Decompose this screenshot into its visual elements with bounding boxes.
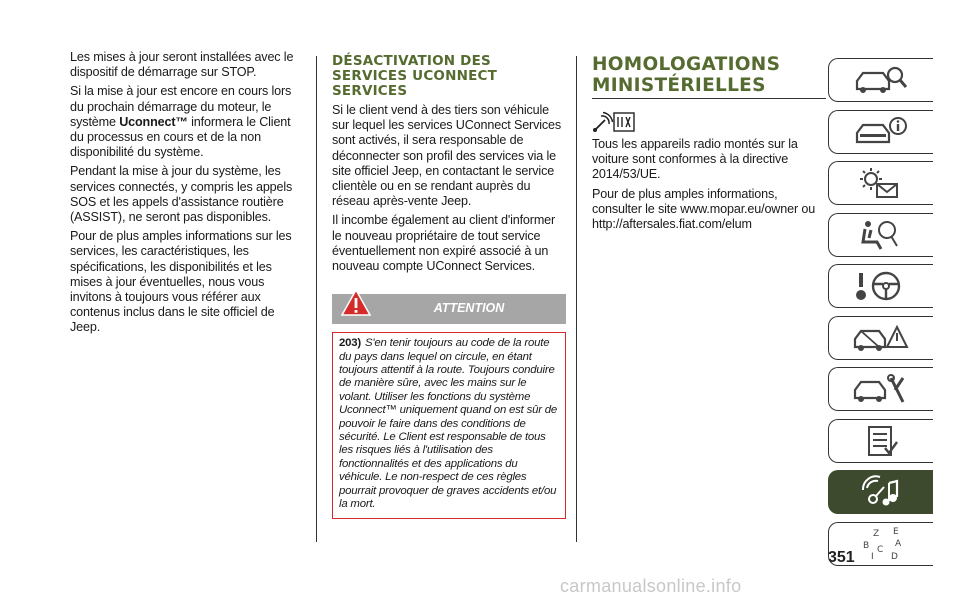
index-letter: D xyxy=(891,551,898,562)
chapter-tabs xyxy=(828,58,960,573)
paragraph: Tous les appareils radio montés sur la voiture sont conformes à la directive 2014/53/UE. xyxy=(592,137,798,182)
car-warning-icon xyxy=(851,321,911,355)
section-heading: DÉSACTIVATION DES SERVICES UCONNECT SERVICES xyxy=(332,53,498,99)
text: informera le Client du processus en cours et de la non disponibilité du système. xyxy=(70,114,291,160)
checklist-icon xyxy=(851,424,911,458)
column-3 xyxy=(592,50,826,236)
tab-emergency[interactable] xyxy=(828,316,933,360)
column-2 xyxy=(332,50,566,519)
paragraph: Les mises à jour seront installées avec le dispositif de démarrage sur STOP. xyxy=(70,50,294,80)
text: Si la mise à jour est encore en cours lors du prochain démarrage du moteur, le système xyxy=(70,84,292,129)
tab-technical-data[interactable] xyxy=(828,419,933,463)
attention-title: ATTENTION xyxy=(433,301,505,316)
index-letter: C xyxy=(877,544,884,555)
index-letter: I xyxy=(871,551,874,562)
lights-message-icon xyxy=(851,166,911,200)
paragraph: Pendant la mise à jour du système, les services connectés, y compris les appels SOS et les appels d'assistance routière (ASSIST), ne seront pas disponibles. xyxy=(70,164,293,225)
warning-text: S'en tenir toujours au code de la route du pays dans lequel on circule, en étant toujours attentif à la route. Toujours conduire de manière sûre, avec les mains sur le volant. Utiliser les fonctions du système Uconnect™ uniquement quand on est sûr de pouvoir le faire dans des conditions de sécurité. Le Client est responsable de tous les risques liés à l'utilisation des fonctionnalités et des applications du véhicule. Le non-respect de ces règles pourrait provoquer de graves accidents et/ou la mort. xyxy=(339,337,558,511)
attention-box xyxy=(332,332,566,518)
tab-starting-driving[interactable] xyxy=(828,264,933,308)
paragraph: Si le client vend à des tiers son véhicule sur lequel les services UConnect Services sont activés, il sera responsable de déconnecter son profil des services via le site officiel Jeep, en contactant le service clientèle ou en se rendant auprès du réseau après-vente Jeep. xyxy=(332,103,562,209)
seat-airbag-icon xyxy=(851,218,911,252)
column-divider xyxy=(576,56,577,542)
tab-multimedia[interactable] xyxy=(828,470,933,514)
car-info-icon xyxy=(851,115,911,149)
index-letter: E xyxy=(893,526,899,537)
tab-lights-messages[interactable] xyxy=(828,161,933,205)
paragraph: Il incombe également au client d'informer le nouveau propriétaire de tout service éventuellement non expiré associé à un nouveau compte UConnect Services. xyxy=(332,213,556,274)
warning-number: 203) xyxy=(339,337,361,350)
index-letter: Z xyxy=(873,528,880,539)
index-letter: A xyxy=(895,538,902,549)
tab-dashboard-info[interactable] xyxy=(828,110,933,154)
page-number: 351 xyxy=(828,549,855,566)
paragraph: Pour de plus amples informations, consulter le site www.mopar.eu/owner ou http://aftersales.fiat.com/elum xyxy=(592,186,816,232)
uconnect-term: Uconnect™ xyxy=(119,114,188,129)
attention-banner xyxy=(332,294,566,324)
index-letters-icon xyxy=(851,526,911,562)
paragraph: Pour de plus amples informations sur les services, les caractéristiques, les spécifications, les disponibilités et les mises à jour éventuelles, nous vous invitons à toujours vous référer aux contenus inclus dans le site officiel de Jeep. xyxy=(70,229,292,335)
tab-maintenance[interactable] xyxy=(828,367,933,411)
steering-key-icon xyxy=(851,269,911,303)
car-search-icon xyxy=(851,63,911,97)
tab-knowing-vehicle[interactable] xyxy=(828,58,933,102)
watermark: carmanualsonline.info xyxy=(560,576,742,596)
multimedia-icon xyxy=(851,475,911,509)
car-tools-icon xyxy=(851,372,911,406)
paragraph xyxy=(70,84,302,160)
column-divider xyxy=(316,56,317,542)
radio-signal-icon xyxy=(592,111,636,133)
section-heading: HOMOLOGATIONS MINISTÉRIELLES xyxy=(592,54,826,99)
tab-safety[interactable] xyxy=(828,213,933,257)
index-letter: B xyxy=(863,540,870,551)
column-1 xyxy=(70,50,302,340)
